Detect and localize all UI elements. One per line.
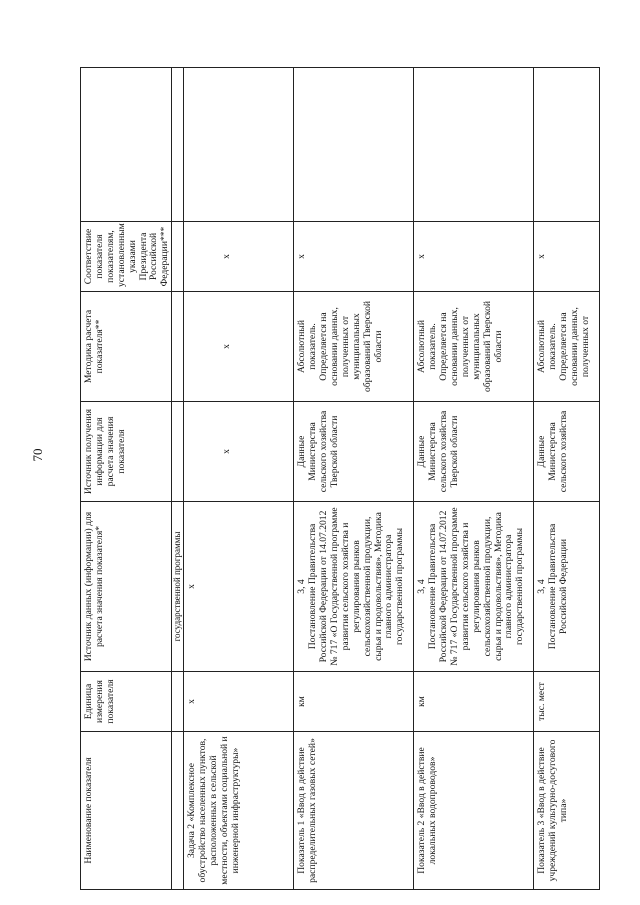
indicator-name-cell: Показатель 1 «Ввод в действие распределительных газовых сетей» [294,732,414,890]
table-row-spacer [172,68,184,890]
compliance-cell: х [414,222,534,292]
header-data-source: Источник данных (информации) для расчета значения показателя* [81,502,172,672]
information-origin-cell: Данные Министерства сельского хозяйства Тверской области [414,402,534,502]
header-calculation-method: Методика расчета показателя** [81,292,172,402]
source-text: Постановление Правительства Российской Федерации от 14.07.2012 № 717 «О Государственной программе развития сельского хозяйства и регулирования рынков сельскохозяйственной продукции, сырья и продовольствия», Методика главного администратора государственной программы [307,507,406,666]
empty-cell [294,68,414,222]
header-indicator-name: Наименование показателя [81,732,172,890]
unit-cell: км [294,672,414,732]
table-header-row [81,68,172,890]
information-origin-cell: Данные Министерства сельского хозяйства Тверской области [294,402,414,502]
table-row [414,68,534,890]
unit-cell: х [184,672,294,732]
empty-cell [184,68,294,222]
page-number: 70 [30,448,45,462]
indicator-name-cell: Показатель 3 «Ввод в действие учреждений культурно-досугового типа» [534,732,600,890]
table-row [534,68,600,890]
indicator-name-cell: Задача 2 «Комплексное обустройство населенных пунктов, расположенных в сельской местности, объектами социальной и инженерной инфраструктуры» [184,732,294,890]
indicator-table [80,67,600,890]
source-reference: 3, 4 [536,579,548,594]
calculation-method-cell: Абсолютный показатель. Определяется на основании данных, полученных от муниципальных образований Тверской области [414,292,534,402]
carryover-text: государственной программы [172,502,184,672]
empty-cell [534,68,600,222]
header-empty-column [81,68,172,222]
unit-cell: тыс. мест [534,672,600,732]
source-text: Постановление Правительства Российской Федерации [547,523,569,650]
header-information-origin: Источник получения информации для расчета значения показателя [81,402,172,502]
data-source-cell [294,502,414,672]
data-source-cell [534,502,600,672]
source-reference: 3, 4 [296,579,308,594]
header-unit: Единица измерения показателя [81,672,172,732]
source-reference: 3, 4 [416,579,428,594]
calculation-method-cell: Абсолютный показатель. Определяется на основании данных, полученных от [534,292,600,402]
indicator-name-cell: Показатель 2 «Ввод в действие локальных водопроводов» [414,732,534,890]
rotated-page-area [80,68,600,890]
compliance-cell: х [184,222,294,292]
compliance-cell: х [534,222,600,292]
indicator-table-sheet [80,68,600,890]
data-source-cell [414,502,534,672]
unit-cell: км [414,672,534,732]
header-presidential-compliance: Соответствие показателя показателям, установленным указами Президента Российской Федерации*** [81,222,172,292]
table-row [294,68,414,890]
calculation-method-cell: Абсолютный показатель. Определяется на основании данных, полученных от муниципальных образований Тверской области [294,292,414,402]
data-source-cell: х [184,502,294,672]
calculation-method-cell: х [184,292,294,402]
information-origin-cell: х [184,402,294,502]
information-origin-cell: Данные Министерства сельского хозяйства [534,402,600,502]
compliance-cell: х [294,222,414,292]
source-text: Постановление Правительства Российской Федерации от 14.07.2012 № 717 «О Государственной программе развития сельского хозяйства и регулирования рынков сельскохозяйственной продукции, сырья и продовольствия», Методика главного администратора государственной программы [427,507,526,666]
table-row [184,68,294,890]
empty-cell [414,68,534,222]
